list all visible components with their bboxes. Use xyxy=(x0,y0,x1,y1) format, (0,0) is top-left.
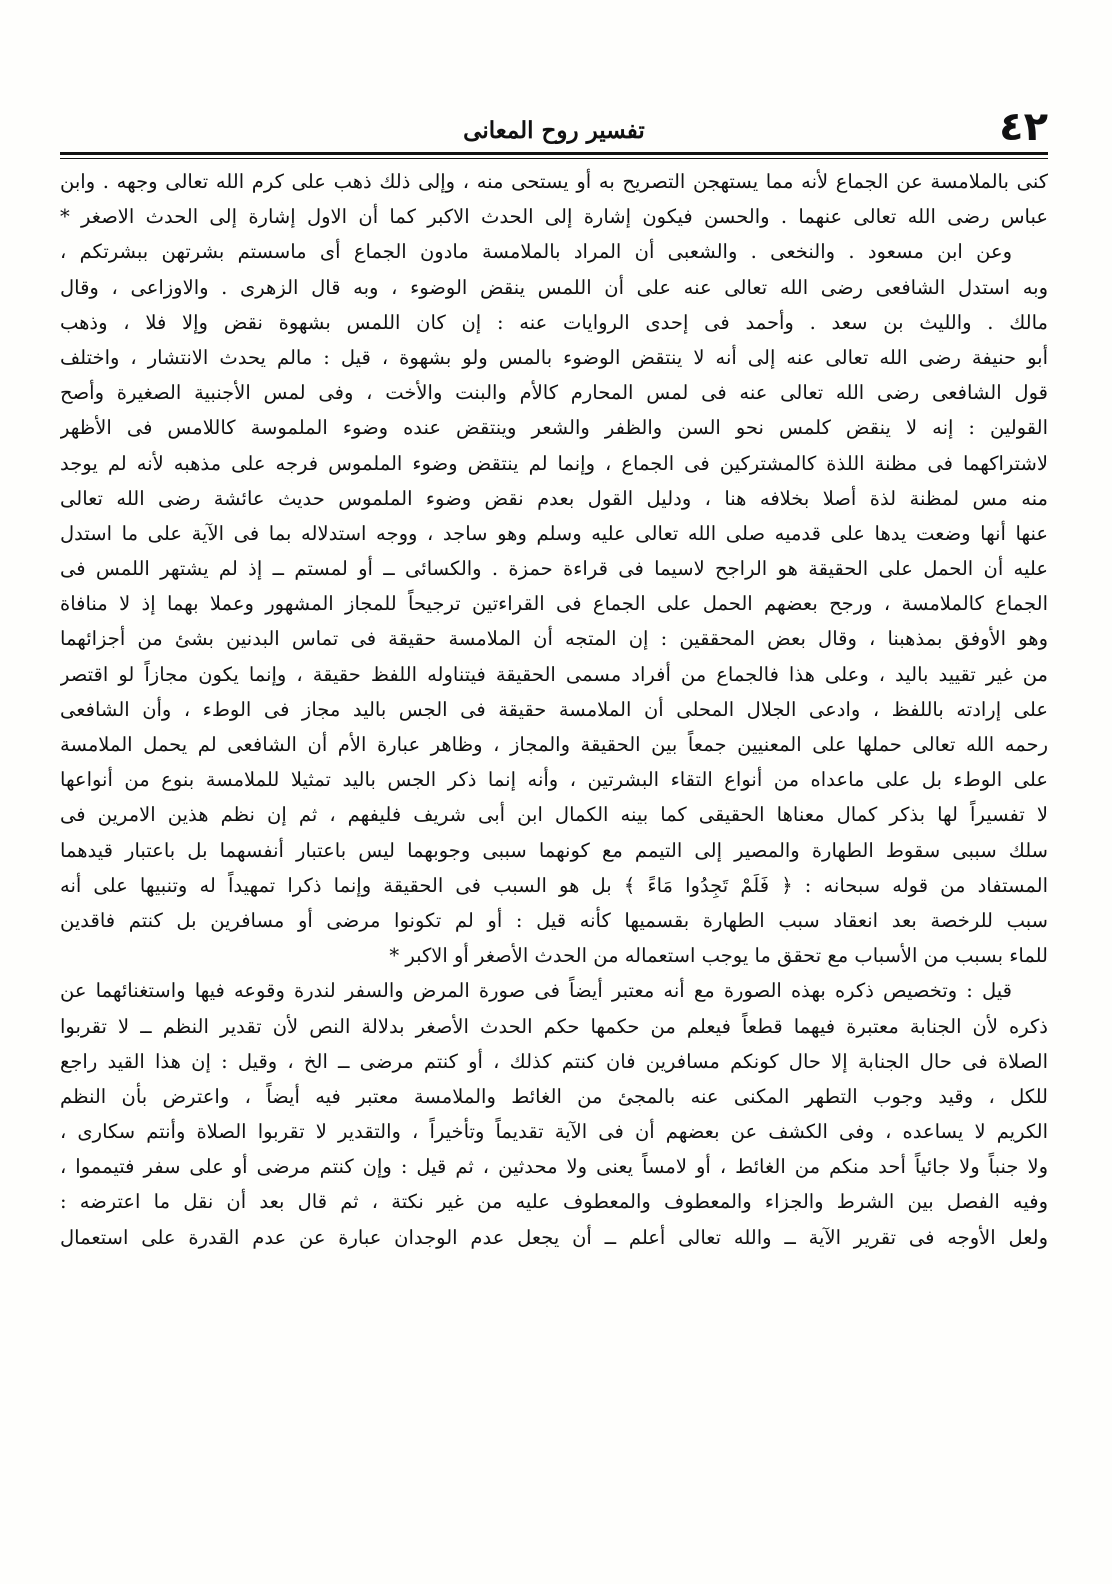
page-number: ٤٢ xyxy=(999,104,1048,150)
text-line: على الوطء بل على ماعداه من أنواع التقاء البشرتين ، وأنه إنما ذكر الجس باليد تمثيلا للملامسة بنوع من أنواعها xyxy=(60,768,1048,792)
text-line: الكريم لا يساعده ، وفى الكشف عن بعضهم أن فى الآية تقديماً وتأخيراً ، والتقدير لا تقربوا الصلاة وأنتم سكارى ، xyxy=(60,1120,1048,1144)
text-line: لا تفسيراً لها بذكر كمال معناها الحقيقى كما بينه الكمال ابن أبى شريف فليفهم ، ثم إن نظم هذين الامرين فى xyxy=(60,803,1048,827)
text-line: قيل : وتخصيص ذكره بهذه الصورة مع أنه معتبر أيضاً فى صورة المرض والسفر لندرة وقوعه فيها واستغنائهما عن xyxy=(60,979,1012,1003)
text-line: عليه أن الحمل على الحقيقة هو الراجح لاسيما فى قراءة حمزة . والكسائى ــ أو لمستم ــ إذ لم يشتهر اللمس فى xyxy=(60,557,1048,581)
text-line: كنى بالملامسة عن الجماع لأنه مما يستهجن التصريح به أو يستحى منه ، وإلى ذلك ذهب على كرم الله تعالى وجهه . وابن xyxy=(60,170,1048,193)
text-line: القولين : إنه لا ينقض كلمس نحو السن والظفر والشعر وينتقض عنده وضوء الملموسة كاللامس فى الأظهر xyxy=(60,416,1048,440)
text-line: ولعل الأوجه فى تقرير الآية ــ والله تعالى أعلم ــ أن يجعل عدم الوجدان عبارة عن عدم القدرة على استعمال xyxy=(60,1225,1048,1249)
text-line: عباس رضى الله تعالى عنهما . والحسن فيكون إشارة إلى الحدث الاكبر كما أن الاول إشارة إلى الحدث الاصغر * xyxy=(60,205,1048,229)
text-line: سلك سببى سقوط الطهارة والمصير إلى التيمم مع كونهما سببى وجوبهما ليس باعتبار أنفسهما بل باعتبار قيدهما xyxy=(60,838,1048,862)
text-line: لاشتراكهما فى مظنة اللذة كالمشتركين فى الجماع ، وإنما لم ينتقض وضوء الملموس فرجه على مذهبه لأنه لم يوجد xyxy=(60,451,1048,475)
text-line: وهو الأوفق بمذهبنا ، وقال بعض المحققين : إن المتجه أن الملامسة حقيقة فى تماس البدنين بشئ من أجزائهما xyxy=(60,627,1048,651)
text-line: للكل ، وقيد وجوب التطهر المكنى عنه بالمجئ من الغائط والملامسة معتبر فيه أيضاً ، واعترض بأن النظم xyxy=(60,1084,1048,1108)
header-rule-thin xyxy=(60,158,1048,159)
text-line: الصلاة فى حال الجنابة إلا حال كونكم مسافرين فان كنتم كذلك ، أو كنتم مرضى ــ الخ ، وقيل : إن هذا القيد راجع xyxy=(60,1049,1048,1073)
text-line: مالك . والليث بن سعد . وأحمد فى إحدى الروايات عنه : إن كان اللمس بشهوة نقض وإلا فلا ، وذهب xyxy=(60,310,1048,334)
text-line: ولا جنباً ولا جائياً أحد منكم من الغائط ، أو لامساً يعنى ولا محدثين ، ثم قيل : وإن كنتم مرضى أو على سفر فتيمموا ، xyxy=(60,1155,1048,1179)
header-rule-thick xyxy=(60,152,1048,155)
text-line: وبه استدل الشافعى رضى الله تعالى عنه على أن اللمس ينقض الوضوء ، وبه قال الزهرى . والاوزاعى ، وقال xyxy=(60,275,1048,299)
text-line: الجماع كالملامسة ، ورجح بعضهم الحمل على الجماع فى القراءتين ترجيحاً للمجاز المشهور وعملا بهما إذ لا منافاة xyxy=(60,592,1048,616)
text-line: سبب للرخصة بعد انعقاد سبب الطهارة بقسميها كأنه قيل : أو لم تكونوا مرضى أو مسافرين بل كنتم فاقدين xyxy=(60,908,1048,932)
text-line: من غير تقييد باليد ، وعلى هذا فالجماع من أفراد مسمى الحقيقة فيتناوله اللفظ حقيقة ، وإنما يكون مجازاً لو اقتصر xyxy=(60,662,1048,686)
text-line: للماء بسبب من الأسباب مع تحقق ما يوجب استعماله من الحدث الأصغر أو الاكبر * xyxy=(389,944,1048,968)
text-line: على إرادته باللفظ ، وادعى الجلال المحلى أن الملامسة حقيقة فى الجس باليد مجاز فى الوطء ، وأن الشافعى xyxy=(60,697,1048,721)
text-line: رحمه الله تعالى حملها على المعنيين جمعاً بين الحقيقة والمجاز ، وظاهر عبارة الأم أن الشافعى لم يحمل الملامسة xyxy=(60,733,1048,756)
text-line: المستفاد من قوله سبحانه : ﴿ فَلَمْ تَجِدُوا مَاءً ﴾ بل هو السبب فى الحقيقة وإنما ذكرا تمهيداً له وتنبيها على أنه xyxy=(60,873,1048,897)
text-line: وفيه الفصل بين الشرط والجزاء والمعطوف والمعطوف عليه من غير نكتة ، ثم قال بعد أن نقل ما اعترضه : xyxy=(60,1190,1048,1214)
text-line: ذكره لأن الجنابة معتبرة فيهما قطعاً فيعلم من حكمها حكم الحدث الأصغر بدلالة النص لأن تقدير النظم ــ لا تقربوا xyxy=(60,1014,1048,1038)
text-line: وعن ابن مسعود . والنخعى . والشعبى أن المراد بالملامسة مادون الجماع أى ماسستم بشرتهن ببشرتكم ، xyxy=(60,240,1012,264)
text-line: عنها أنها وضعت يدها على قدميه صلى الله تعالى عليه وسلم وهو ساجد ، ووجه استدلاله بما فى الآية على ما استدل xyxy=(60,521,1048,545)
running-title: تفسير روح المعانى xyxy=(463,117,645,144)
body-text xyxy=(60,164,1048,1255)
text-line: أبو حنيفة رضى الله تعالى عنه إلى أنه لا ينتقض الوضوء بالمس ولو بشهوة ، قيل : مالم يحدث الانتشار ، واختلف xyxy=(60,345,1048,369)
page-header xyxy=(60,104,1048,152)
text-line: منه مس لمظنة لذة أصلا بخلافه هنا ، ودليل القول بعدم نقض وضوء الملموس حديث عائشة رضى الله تعالى xyxy=(60,486,1048,510)
text-line: قول الشافعى رضى الله تعالى عنه فى لمس المحارم كالأم والبنت والأخت ، وفى لمس الأجنبية الصغيرة وأصح xyxy=(60,381,1048,405)
